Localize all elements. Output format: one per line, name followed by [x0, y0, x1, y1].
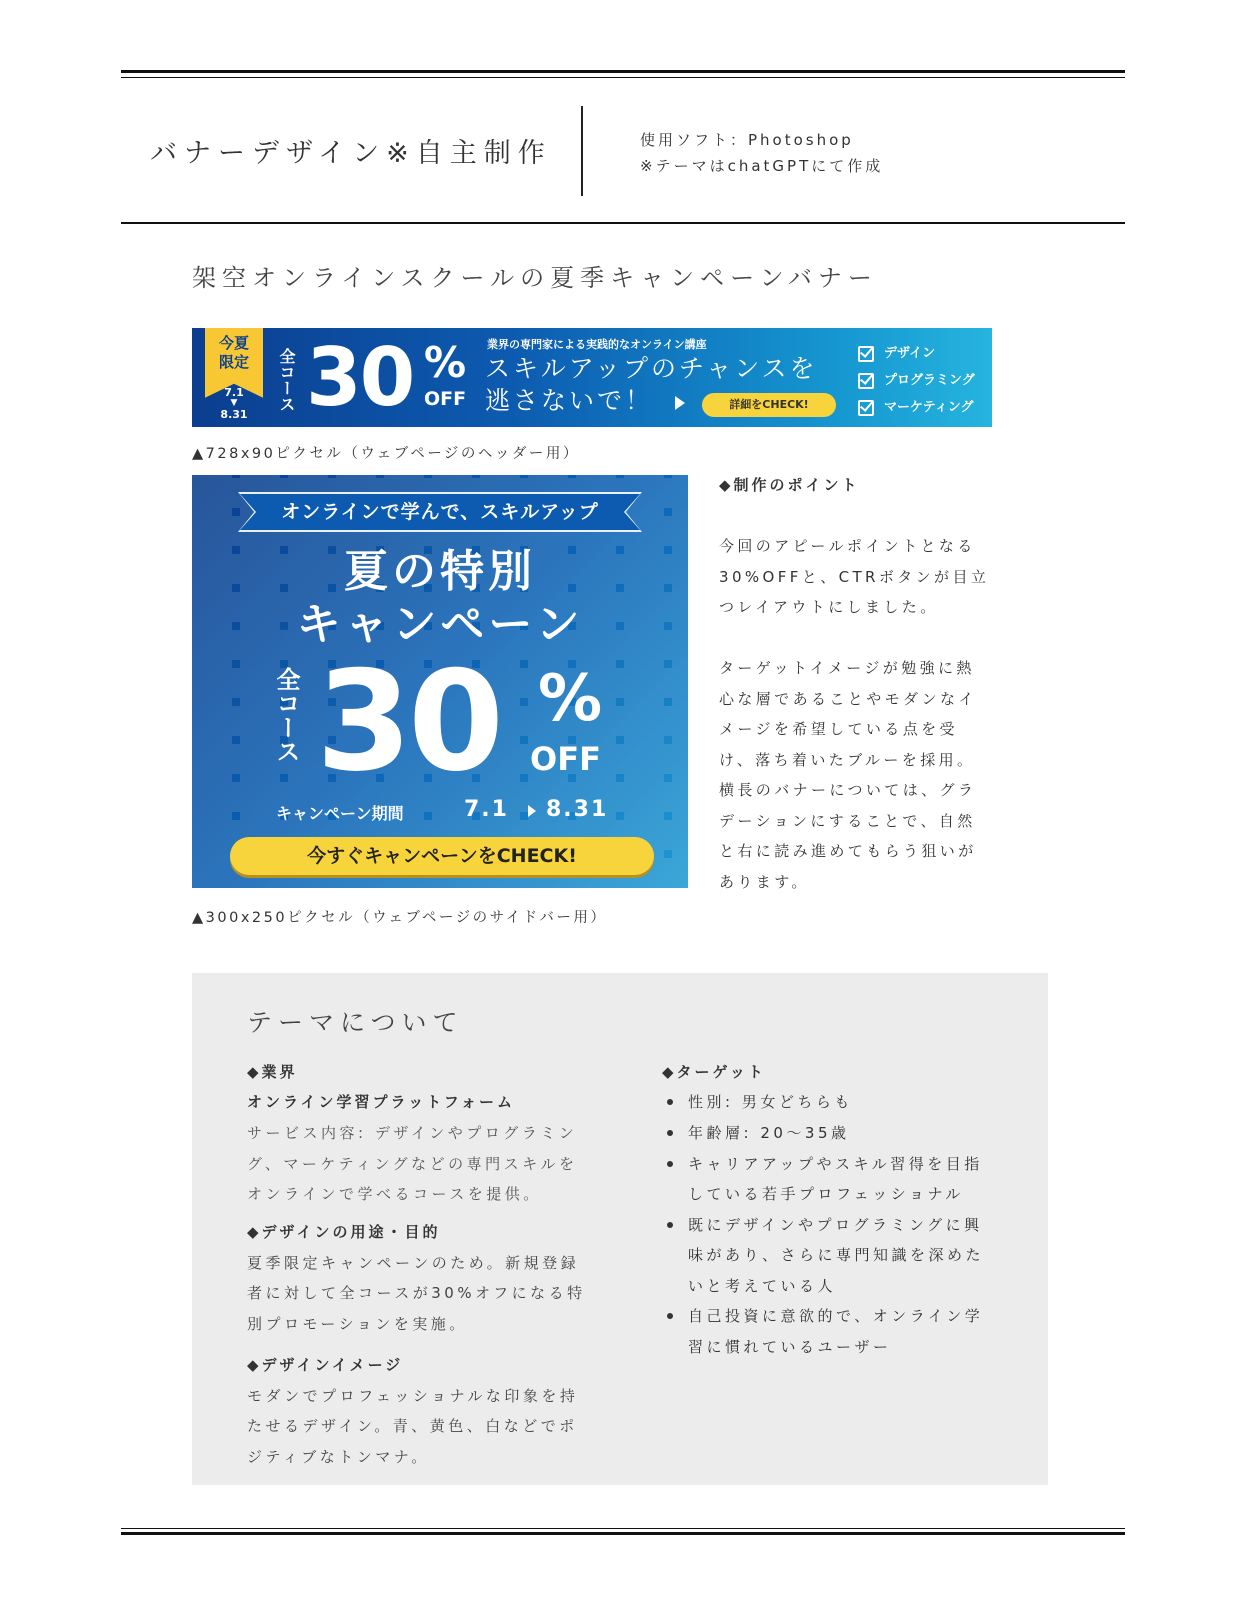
target-item-cont: いと考えている人 — [688, 1277, 837, 1295]
rectangle-banner — [192, 475, 688, 888]
points-line: 今回のアピールポイントとなる — [719, 537, 976, 555]
industry-line: グ、マーケティングなどの専門スキルを — [247, 1155, 578, 1173]
leaderboard-tagline: 業界の専門家による実践的なオンライン講座 — [487, 338, 707, 351]
points-line: 横長のバナーについては、グラ — [719, 781, 977, 799]
tag-end-date: 8.31 — [220, 408, 248, 421]
discount-percent: % — [538, 662, 603, 736]
bullet-icon — [667, 1099, 673, 1105]
target-item-cont: 味があり、さらに専門知識を深めた — [688, 1246, 985, 1264]
points-line: あります。 — [719, 873, 810, 891]
bottom-rule-thin — [121, 1528, 1125, 1529]
leaderboard-caption: ▲728x90ピクセル（ウェブページのヘッダー用） — [192, 446, 580, 462]
industry-line: サービス内容: デザインやプログラミン — [247, 1124, 578, 1142]
leaderboard-headline-1: スキルアップのチャンスを — [485, 354, 818, 383]
bullet-icon — [667, 1313, 673, 1319]
purpose-line: 夏季限定キャンペーンのため。新規登録 — [247, 1254, 580, 1272]
points-line: 心な層であることやモダンなイ — [719, 690, 977, 708]
points-line: と右に読み進めてもらう狙いが — [719, 842, 977, 860]
campaign-check-button[interactable]: 今すぐキャンペーンをCHECK! — [230, 837, 654, 875]
check-item-marketing — [858, 396, 973, 416]
all-courses-label: 全コース — [277, 348, 296, 412]
purpose-line: 者に対して全コースが30%オフになる特 — [247, 1284, 586, 1302]
points-line: ターゲットイメージが勉強に熱 — [719, 659, 975, 677]
campaign-end-date: 8.31 — [546, 797, 609, 822]
points-line: メージを希望している点を受 — [719, 720, 958, 738]
industry-name: オンライン学習プラットフォーム — [247, 1093, 516, 1111]
bullet-icon — [667, 1161, 673, 1167]
page-title: バナーデザイン※自主制作 — [150, 138, 552, 169]
target-item: 年齢層: 20〜35歳 — [688, 1124, 850, 1142]
campaign-period-label: キャンペーン期間 — [276, 804, 404, 823]
check-item-programming — [858, 369, 975, 389]
tag-arrow-icon: ▼ — [230, 398, 238, 408]
check-item-design — [858, 342, 935, 362]
image-line: たせるデザイン。青、黄色、白などでポ — [247, 1417, 578, 1435]
points-heading: ◆制作のポイント — [719, 476, 860, 494]
image-heading: ◆デザインイメージ — [247, 1356, 404, 1374]
target-item-cont: 習に慣れているユーザー — [688, 1338, 892, 1356]
target-item-cont: している若手プロフェッショナル — [688, 1185, 964, 1203]
campaign-title-1: 夏の特別 — [344, 546, 536, 597]
bullet-icon — [667, 1222, 673, 1228]
discount-number: 30 — [316, 641, 501, 802]
top-rule-thin — [121, 77, 1125, 78]
software-note: 使用ソフト：Photoshop — [640, 131, 854, 149]
target-item: 自己投資に意欲的で、オンライン学 — [688, 1307, 984, 1325]
discount-percent: % — [424, 338, 467, 387]
bottom-rule-thick — [121, 1532, 1125, 1535]
limited-tag-text — [205, 334, 263, 372]
ribbon-text: オンラインで学んで、スキルアップ — [281, 501, 599, 523]
target-item: キャリアアップやスキル習得を目指 — [688, 1155, 983, 1173]
header-bottom-rule — [121, 222, 1125, 224]
bullet-icon — [667, 1130, 673, 1136]
all-courses-label: 全コース — [272, 667, 300, 763]
play-arrow-icon — [675, 396, 685, 410]
target-heading: ◆ターゲット — [662, 1063, 766, 1081]
target-item: 既にデザインやプログラミングに興 — [688, 1216, 983, 1234]
target-item: 性別: 男女どちらも — [688, 1093, 853, 1111]
section-title: 架空オンラインスクールの夏季キャンペーンバナー — [192, 264, 878, 292]
industry-heading: ◆業界 — [247, 1063, 298, 1081]
tag-dates — [205, 386, 263, 421]
rectangle-caption: ▲300x250ピクセル（ウェブページのサイドバー用） — [192, 910, 608, 926]
theme-source-note: ※テーマはchatGPTにて作成 — [640, 157, 884, 175]
discount-off: OFF — [424, 388, 467, 410]
check-label: プログラミング — [884, 373, 975, 388]
discount-number: 30 — [306, 331, 414, 424]
purpose-line: 別プロモーションを実施。 — [247, 1315, 468, 1333]
tag-line-1: 今夏 — [218, 334, 249, 352]
header-divider — [581, 106, 583, 196]
top-rule-thick — [121, 70, 1125, 73]
campaign-title-2: キャンペーン — [296, 599, 584, 650]
checkbox-icon — [858, 400, 874, 416]
leaderboard-banner — [192, 328, 992, 427]
leaderboard-headline-2: 逃さないで！ — [485, 386, 654, 415]
points-line: デーションにすることで、自然 — [719, 812, 976, 830]
checkbox-icon — [858, 346, 874, 362]
image-line: モダンでプロフェッショナルな印象を持 — [247, 1387, 579, 1405]
tag-line-2: 限定 — [218, 353, 249, 371]
campaign-start-date: 7.1 — [464, 797, 509, 822]
purpose-heading: ◆デザインの用途・目的 — [247, 1223, 441, 1241]
tag-start-date: 7.1 — [224, 386, 244, 399]
points-line: つレイアウトにしました。 — [719, 598, 939, 616]
theme-title: テーマについて — [247, 1008, 464, 1037]
play-arrow-icon — [528, 805, 536, 817]
check-label: デザイン — [884, 346, 936, 361]
discount-off: OFF — [530, 740, 601, 778]
industry-line: オンラインで学べるコースを提供。 — [247, 1185, 542, 1203]
check-label: マーケティング — [884, 400, 974, 415]
leaderboard-check-button[interactable]: 詳細をCHECK! — [702, 393, 836, 417]
image-line: ジティブなトンマナ。 — [247, 1448, 430, 1466]
points-line: 30%OFFと、CTRボタンが目立 — [719, 568, 990, 586]
points-line: け、落ち着いたブルーを採用。 — [719, 751, 976, 769]
checkbox-icon — [858, 373, 874, 389]
